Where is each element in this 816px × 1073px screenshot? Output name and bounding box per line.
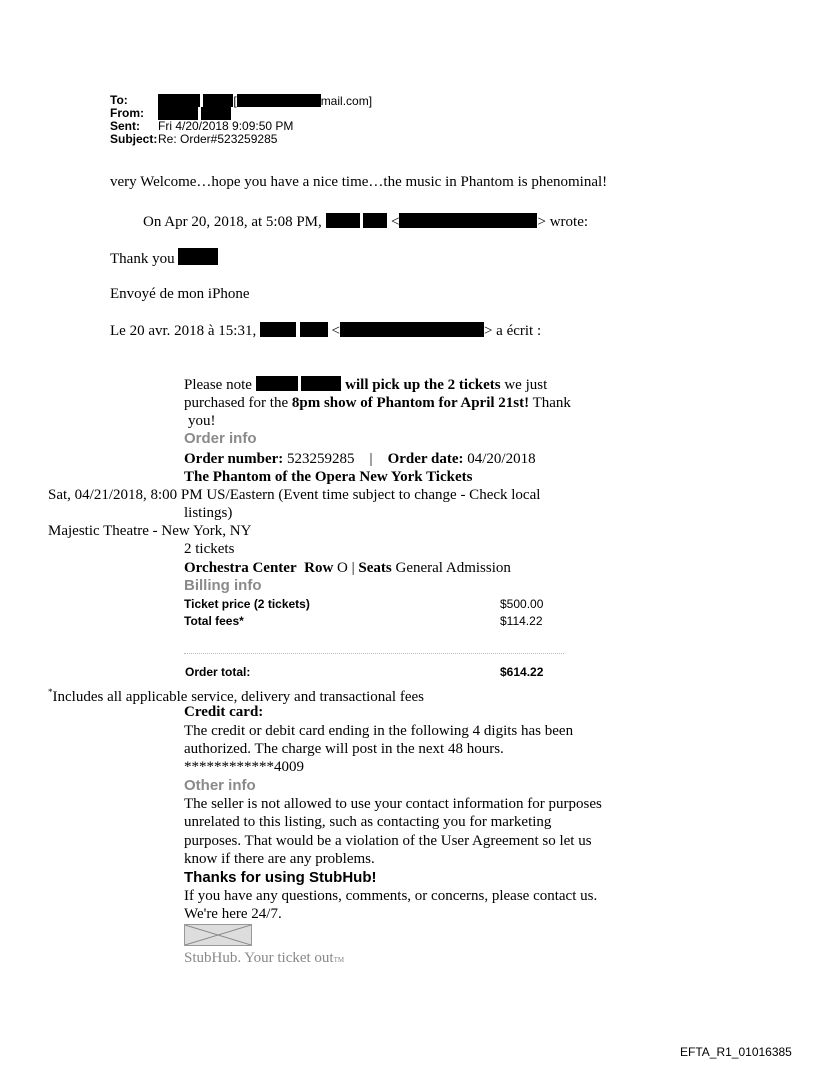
- order-total-row: Order total: $614.22: [185, 665, 544, 679]
- fees-footnote: *Includes all applicable service, delivery and transactional fees: [48, 687, 424, 705]
- broken-image-icon: [184, 924, 252, 946]
- redaction: [301, 376, 341, 391]
- thanks-text: Thank you: [110, 248, 218, 268]
- note-line-1: Please note will pick up the 2 tickets we just: [184, 377, 548, 393]
- billing-info-heading: Billing info: [184, 577, 262, 594]
- sent-row: Sent: Fri 4/20/2018 9:09:50 PM: [110, 119, 294, 133]
- bates-number: EFTA_R1_01016385: [680, 1045, 792, 1059]
- ticket-quantity: 2 tickets: [184, 541, 235, 557]
- event-venue: Majestic Theatre - New York, NY: [48, 523, 252, 539]
- redaction: [326, 213, 360, 228]
- redaction: [237, 94, 321, 107]
- divider: [184, 653, 564, 654]
- to-row: To: [ mail.com]: [110, 93, 373, 108]
- order-info-heading: Order info: [184, 430, 257, 447]
- order-date: 04/20/2018: [467, 451, 536, 467]
- from-label: From:: [110, 106, 144, 120]
- stubhub-tagline: StubHub. Your ticket outTM: [184, 950, 345, 966]
- sent-value: Fri 4/20/2018 9:09:50 PM: [158, 119, 294, 133]
- quote-header-2: Le 20 avr. 2018 à 15:31, < > a écrit :: [110, 323, 542, 339]
- redaction: [363, 213, 387, 228]
- redaction: [203, 94, 233, 107]
- signature-text: Envoyé de mon iPhone: [110, 286, 250, 302]
- redaction: [300, 322, 328, 337]
- redaction: [340, 322, 484, 337]
- credit-card-heading: Credit card:: [184, 704, 264, 720]
- redaction: [260, 322, 296, 337]
- order-number: 523259285: [287, 451, 355, 467]
- event-title: The Phantom of the Opera New York Tickets: [184, 469, 473, 485]
- quote-header-1: On Apr 20, 2018, at 5:08 PM, < > wrote:: [143, 214, 589, 230]
- reply-text: very Welcome…hope you have a nice time…the music in Phantom is phenominal!: [110, 174, 608, 190]
- other-info-heading: Other info: [184, 777, 256, 794]
- thanks-heading: Thanks for using StubHub!: [184, 869, 377, 886]
- subject-value: Re: Order#523259285: [158, 132, 278, 146]
- redaction: [158, 94, 200, 107]
- note-line-3: you!: [188, 413, 216, 429]
- seat-info: Orchestra Center Row O | Seats General Admission: [184, 560, 511, 576]
- to-value: mail.com]: [320, 94, 373, 108]
- redaction: [178, 248, 218, 265]
- masked-card-number: ************4009: [184, 759, 304, 775]
- note-line-2: purchased for the 8pm show of Phantom for April 21st! Thank: [184, 395, 571, 411]
- order-number-row: Order number: 523259285 | Order date: 04/20/2018: [184, 451, 536, 467]
- to-label: To:: [110, 93, 128, 107]
- redaction: [399, 213, 537, 228]
- fees-row: Total fees* $114.22: [184, 614, 543, 628]
- subject-row: Subject: Re: Order#523259285: [110, 132, 278, 146]
- redaction: [256, 376, 298, 391]
- ticket-price-row: Ticket price (2 tickets) $500.00: [184, 597, 544, 611]
- event-datetime: Sat, 04/21/2018, 8:00 PM US/Eastern (Event time subject to change - Check local: [48, 487, 541, 503]
